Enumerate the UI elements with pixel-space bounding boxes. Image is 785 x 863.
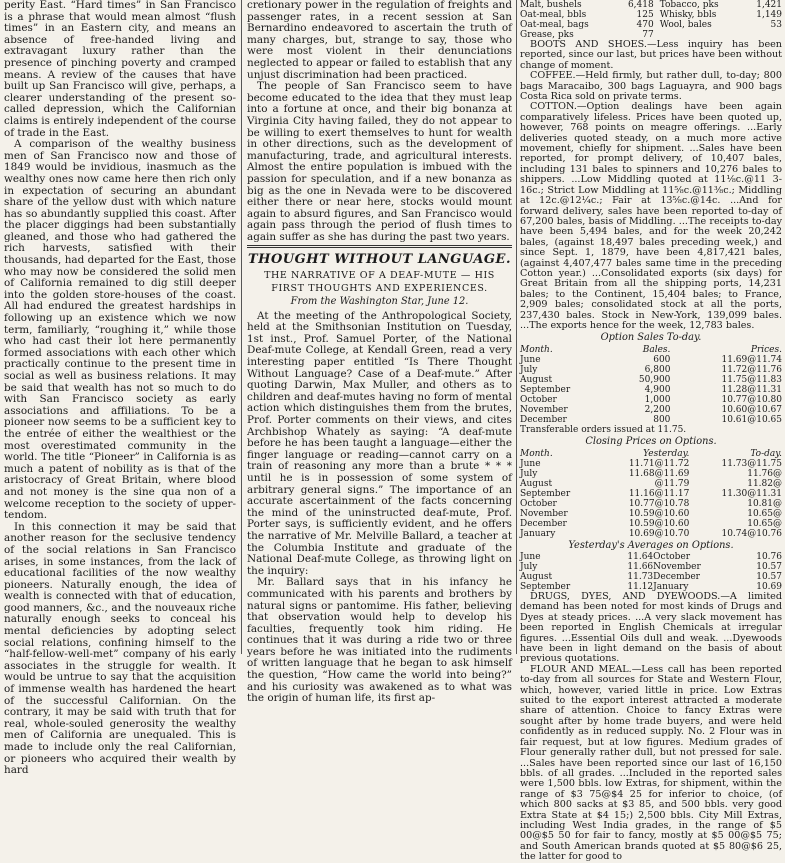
column-header: To-day. xyxy=(750,448,782,459)
table-cell: 11.12 xyxy=(627,582,654,592)
column-divider xyxy=(516,0,517,654)
column-divider xyxy=(241,0,242,654)
market-paragraph: BOOTS AND SHOES.—Less inquiry has been reported, since our last, but prices have been without change of moment. xyxy=(520,39,783,71)
table-cell: November xyxy=(520,404,568,415)
table-cell: 10.69@10.70 xyxy=(628,528,690,539)
table-row xyxy=(520,469,782,479)
table-cell: 600 xyxy=(653,354,671,365)
table-cell: 53 xyxy=(770,20,782,30)
table-row xyxy=(520,509,782,519)
table-cell: 11.66 xyxy=(627,562,654,572)
table-cell: November xyxy=(520,508,568,519)
table-cell: 11.73@11.75 xyxy=(721,458,782,469)
table-row xyxy=(520,479,782,489)
table-row xyxy=(520,375,782,385)
table-cell: Whisky, bbls xyxy=(659,10,717,20)
article-paragraph: A comparison of the wealthy business men of San Francisco now and those of 1849 would be invidious, inasmuch as the wealthy ones now came here then rich only in expectation of securing an abundant share of the yellow dust with which nature has so abundantly supplied this coast. After the placer diggings had been substantially gleaned, and those who had gathered the rich harvests, satisfied with their thousands, had departed for the East, those who may now be considered the solid men of California remained to dig still deeper into the golden store-houses of the coast. All had endured the greatest hardships in following up an existence which we now term, familiarly, “roughing it,” while those who had cast their lot here permanently formed associations with each other which practically continue to the present time in social as well as business relations. It may be said that wealth has not so much to do with San Francisco society as early associations and affiliations. To be a pioneer now seems to be a sufficient key to the entrée of either the wealthiest or the most overestimated community in the world. The title “Pioneer” in California is as much a patent of nobility as is that of the aristocracy of Great Britain, where blood and not money is the sine qua non of a welcome reception to the society of upper-tendom. xyxy=(4,138,236,522)
table-caption: Yesterday's Averages on Options. xyxy=(568,539,734,551)
table-cell: June xyxy=(520,552,541,562)
table-row xyxy=(520,20,782,30)
receipts-table xyxy=(520,0,782,40)
table-cell: June xyxy=(520,354,541,365)
table-caption: Option Sales To-day. xyxy=(600,332,702,344)
table-cell: 10.59@10.60 xyxy=(628,508,690,519)
table-cell: December xyxy=(653,572,700,582)
section-rule xyxy=(247,245,512,248)
table-cell: 6,418 xyxy=(627,0,654,10)
table-cell: 1,000 xyxy=(644,394,671,405)
table-row xyxy=(520,519,782,529)
table-cell: August xyxy=(520,572,553,582)
table-cell: June xyxy=(520,458,541,469)
table-cell: July xyxy=(520,468,538,479)
table-cell: December xyxy=(520,518,567,529)
table-footnote: Transferable orders issued at 11.75. xyxy=(520,424,687,435)
article-source: From the Washington Star, June 12. xyxy=(290,296,469,308)
table-cell: 125 xyxy=(636,10,654,20)
table-cell: 10.65@ xyxy=(747,508,782,519)
table-cell: January xyxy=(653,582,689,592)
column-header: Month. xyxy=(520,344,553,355)
table-cell: Oat-meal, bags xyxy=(520,20,589,30)
article-paragraph: cretionary power in the regulation of freights and passenger rates, in a recent session at San Bernardino endeavored to ascertain the truth of many charges, but, strange to say, those who were most violent in their denunciations neglected to appear or failed to establish that any unjust discrimination had been practiced. xyxy=(247,0,512,81)
table-row xyxy=(520,489,782,499)
article-paragraph: perity East. “Hard times” in San Francisco is a phrase that would mean almost “flush times” in an Eastern city, and means an absence of free-handed living and extravagant luxury rather than the presence of pinching poverty and cramped means. A review of the causes that have built up San Francisco will give, perhaps, a clearer understanding of the present so-called depression, which the Californian claims is entirely independent of the course of trade in the East. xyxy=(4,0,236,139)
table-cell: November xyxy=(653,562,701,572)
table-cell: 10.77@10.80 xyxy=(721,394,782,405)
table-cell: 10.69 xyxy=(756,582,782,592)
table-cell: 10.60@10.67 xyxy=(721,404,782,415)
table-cell: 11.76@ xyxy=(747,468,782,479)
table-cell: 11.16@11.17 xyxy=(628,488,690,499)
table-cell: Malt, bushels xyxy=(520,0,582,10)
column-header: Bales. xyxy=(642,344,671,355)
market-paragraph: COFFEE.—Held firmly, but rather dull, to-day; 800 bags Maracaibo, 300 bags Laguayra, and 900 bags Costa Rica sold on private terms. xyxy=(520,70,782,103)
table-cell: October xyxy=(520,394,557,405)
column-header: Month. xyxy=(520,448,553,459)
table-caption: Closing Prices on Options. xyxy=(585,436,717,448)
table-cell: September xyxy=(520,488,571,499)
option-sales-table xyxy=(520,345,782,425)
table-row xyxy=(520,415,782,425)
table-cell: 1,149 xyxy=(756,10,782,20)
table-cell: 50,900 xyxy=(638,374,671,385)
table-row xyxy=(520,529,782,539)
table-cell: 10.57 xyxy=(756,572,782,582)
column-middle xyxy=(247,0,512,705)
column-right xyxy=(520,0,783,863)
table-cell: September xyxy=(520,582,571,592)
table-cell: 10.65@ xyxy=(747,518,782,529)
table-row xyxy=(520,552,782,562)
table-cell: 800 xyxy=(653,414,671,425)
table-cell: 6,800 xyxy=(644,364,671,375)
table-row xyxy=(520,405,782,415)
market-paragraph: COTTON.—Option dealings have been again comparatively lifeless. Prices have been quoted up, however, 768 points on meagre offerings. ...Early deliveries quoted steady, on a much more active movement, chiefly for shipment. ...Sales have been reported, for prompt delivery, of 10,407 bales, including 131 bales to spinners and 10,276 bales to shippers. ...Low Middling quoted at 11⅛c.@11 3-16c.; Strict Low Middling at 11⅝c.@11⅜c.; Middling at 12c.@12¼c.; Fair at 13⅝c.@14c. ...And for forward delivery, sales have been reported to-day of 67,200 bales, basis of Middling. ...The receipts to-day have been 5,494 bales, and for the week 20,242 bales, (against 18,497 bales preceding week,) and since Sept. 1, 1879, have been 4,817,421 bales, (against 4,407,477 bales same time in the preceding Cotton year.) ...Consolidated exports (six days) for Great Britain from all the shipping ports, 14,231 bales; to the Continent, 15,404 bales; to France, 2,909 bales; consolidated stock at all the ports, 237,430 bales. Stock in New-York, 139,099 bales. ...The exports hence for the week, 12,783 bales. xyxy=(520,101,782,331)
article-paragraph: The people of San Francisco seem to have become educated to the idea that they must leap into a fortune at once, and their big bonanza at Virginia City having failed, they do not appear to be willing to exert themselves to hunt for wealth in other directions, such as the development of manufacturing, trade, and agricultural interests. Almost the entire population is imbued with the passion for speculation, and if a new bonanza as big as the one in Nevada were to be discovered either there or near here, stocks would mount again to absurd figures, and San Francisco would again pass through the period of flush times to again suffer as she has during the past two years. xyxy=(247,80,512,243)
article-subhead: THE NARRATIVE OF A DEAF-MUTE — HIS xyxy=(264,270,495,282)
table-cell: 10.61@10.65 xyxy=(721,414,782,425)
table-cell: October xyxy=(653,552,690,562)
table-cell: January xyxy=(520,528,556,539)
column-header: Yesterday. xyxy=(643,448,690,459)
table-cell: 77 xyxy=(642,30,654,40)
table-row xyxy=(520,10,782,20)
table-cell: 10.57 xyxy=(756,562,782,572)
table-row xyxy=(520,395,782,405)
table-cell: 10.77@10.78 xyxy=(628,498,690,509)
market-paragraph: DRUGS, DYES, AND DYEWOODS.—A limited demand has been noted for most kinds of Drugs and Dyes at steady prices. ...A very slack movement has been reported in English Chemicals at irregular figures. ...Essential Oils dull and weak. ...Dyewoods have been in light demand on the basis of about previous quotations. xyxy=(520,591,782,665)
column-left xyxy=(4,0,236,777)
table-row xyxy=(520,562,782,572)
table-cell: December xyxy=(520,414,567,425)
table-cell: August xyxy=(520,478,553,489)
article-title: THOUGHT WITHOUT LANGUAGE. xyxy=(248,252,511,268)
table-cell: 11.64 xyxy=(627,552,654,562)
table-cell: August xyxy=(520,374,553,385)
table-cell: 11.75@11.83 xyxy=(721,374,782,385)
table-cell: 11.30@11.31 xyxy=(721,488,782,499)
table-cell: 11.82@ xyxy=(747,478,782,489)
table-row xyxy=(520,499,782,509)
table-cell: Tobacco, pks xyxy=(659,0,719,10)
table-cell: Grease, pks xyxy=(520,30,574,40)
table-cell: 2,200 xyxy=(644,404,671,415)
table-cell: October xyxy=(520,498,557,509)
table-row xyxy=(520,385,782,395)
article-paragraph: In this connection it may be said that another reason for the seclusive tendency of the social relations in San Francisco arises, in some instances, from the lack of educational facilities of the now wealthy pioneers. Naturally enough, the idea of wealth is connected with that of education, good manners, &c., and the nouveaux riche naturally enough seeks to conceal his mental deficiencies by adopting select social relations, confining himself to the “half-fellow-well-met” company of his early associates in the struggle for wealth. It would be untrue to say that the acquisition of immense wealth has hardened the heart of the successful Californian. On the contrary, it may be said with truth that for real, whole-souled generosity the wealthy men of California are unequaled. This is made to include only the real Californian, or pioneers who acquired their wealth by hard xyxy=(4,520,236,777)
table-cell: 11.68@11.69 xyxy=(628,468,690,479)
table-cell: 10.76 xyxy=(756,552,782,562)
table-row xyxy=(520,0,782,10)
column-header: Prices. xyxy=(750,344,782,355)
averages-table xyxy=(520,552,782,592)
table-cell: 10.81@ xyxy=(747,498,782,509)
article-paragraph: Mr. Ballard says that in his infancy he communicated with his parents and brothers by natural signs or pantomime. His father, believing that observation would help to develop his faculties, frequently took him riding. He continues that it was during a ride two or three years before he was initiated into the rudiments of written language that he began to ask himself the question, “How came the world into being?” and his curiosity was awakened as to what was the origin of human life, its first ap- xyxy=(247,576,512,705)
table-cell: Wool, bales xyxy=(659,20,712,30)
table-row xyxy=(520,365,782,375)
article-subhead: FIRST THOUGHTS AND EXPERIENCES. xyxy=(271,283,488,295)
table-row xyxy=(520,459,782,469)
table-cell: 11.73 xyxy=(627,572,654,582)
table-cell: 4,900 xyxy=(644,384,671,395)
table-cell: July xyxy=(520,364,538,375)
table-cell: September xyxy=(520,384,571,395)
table-cell: @11.79 xyxy=(654,478,690,489)
table-cell: 11.72@11.76 xyxy=(721,364,782,375)
table-cell: 470 xyxy=(636,20,654,30)
closing-prices-table xyxy=(520,449,782,539)
table-cell: 11.28@11.31 xyxy=(721,384,782,395)
market-paragraph: FLOUR AND MEAL.—Less call has been reported to-day from all sources for State and Western Flour, which, however, varied little in price. Low Extras suited to the export interest attracted a moderate share of attention. Choice to fancy Extras were sought after by home trade buyers, and were held confidently as in reduced supply. No. 2 Flour was in fair request, but at low figures. Medium grades of Flour generally rather dull, but not pressed for sale. ...Sales have been reported since our last of 16,150 bbls. of all grades. ...Included in the reported sales were 1,500 bbls. low Extras, for shipment, within the range of $3 75@$4 25 for inferior to choice, (of which 800 sacks at $3 85, and 500 bbls. very good Extra State at $4 15;) 2,500 bbls. City Mill Extras, including West India grades, in the range of $5 00@$5 50 for fair to fancy, mostly at $5 00@$5 75; and South American brands quoted at $5 80@$6 25, the latter for good to xyxy=(520,663,782,863)
table-row xyxy=(520,355,782,365)
table-cell: 10.74@10.76 xyxy=(721,528,782,539)
table-cell: 10.59@10.60 xyxy=(628,518,690,529)
table-cell: 11.71@11.72 xyxy=(628,458,690,469)
table-cell: July xyxy=(520,562,538,572)
table-cell: 1,421 xyxy=(756,0,782,10)
table-cell: 11.69@11.74 xyxy=(721,354,782,365)
table-row xyxy=(520,572,782,582)
table-cell: Oat-meal, bbls xyxy=(520,10,587,20)
article-paragraph: At the meeting of the Anthropological Society, held at the Smithsonian Institution on Tuesday, 1st inst., Prof. Samuel Porter, of the National Deaf-mute College, at Kendall Green, read a very interesting paper entitled “Is There Thought Without Language? Case of a Deaf-mute.” After quoting Darwin, Max Muller, and others as to children and deaf-mutes having no form of mental action which distinguishes them from the brutes, Prof. Porter comments on their views, and cites Archbishop Whately as saying: “A deaf-mute before he has been taught a language—either the finger language or reading—cannot carry on a train of reasoning any more than a brute * * * until he is in possession of some system of arbitrary general signs.” The importance of an accurate ascertainment of the facts concerning the mind of the uninstructed deaf-mute, Prof. Porter says, is sufficiently evident, and he offers the narrative of Mr. Melville Ballard, a teacher at the Columbia Institute and graduate of the National Deaf-mute College, as throwing light on the inquiry: xyxy=(247,309,512,577)
